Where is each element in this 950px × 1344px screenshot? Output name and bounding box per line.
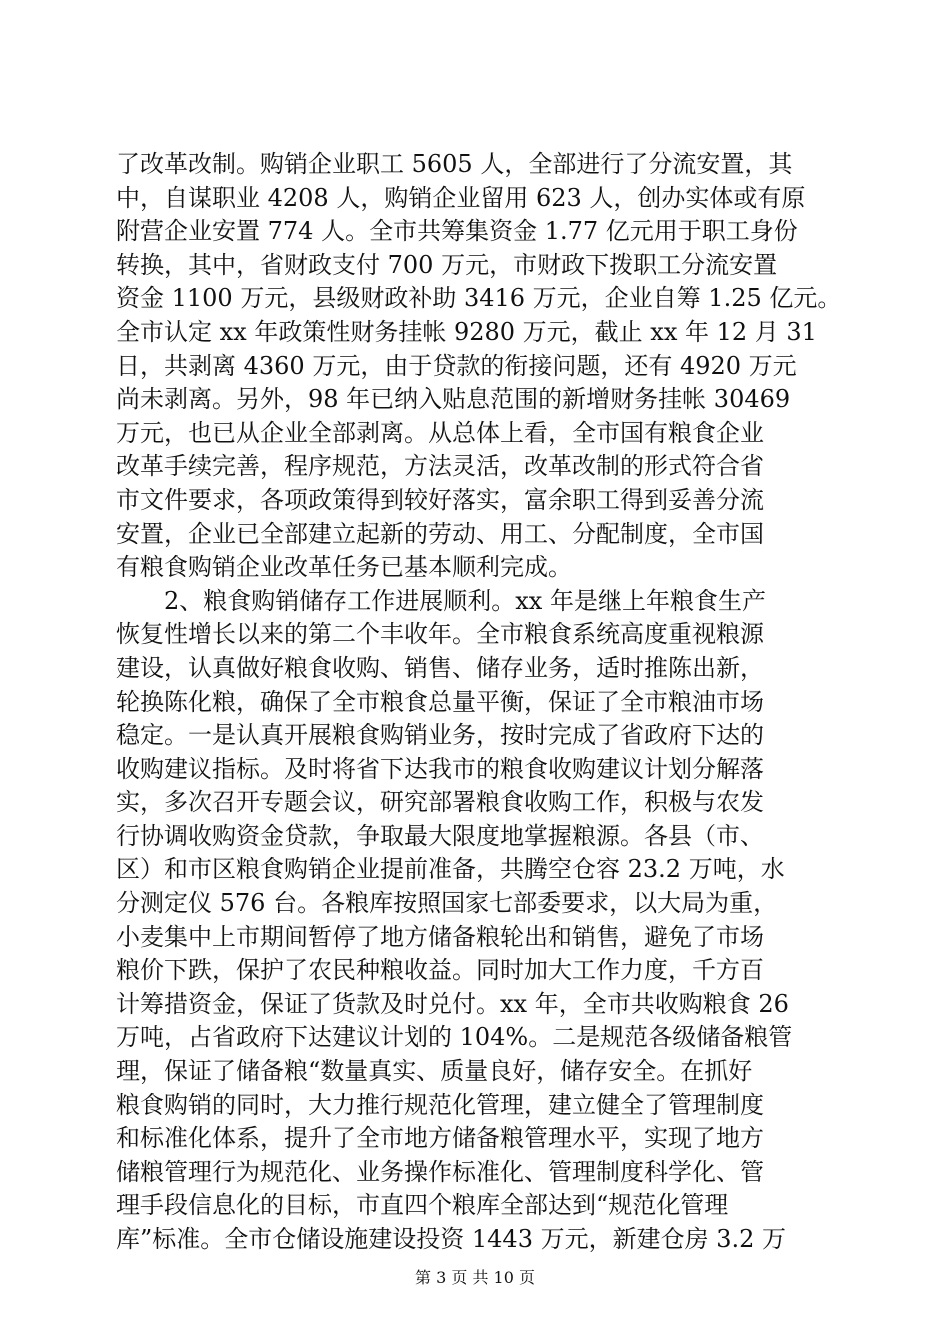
text-line: 中，自谋职业 4208 人，购销企业留用 623 人，创办实体或有原 bbox=[116, 183, 806, 212]
text-line: 粮食购销的同时，大力推行规范化管理，建立健全了管理制度 bbox=[116, 1090, 764, 1119]
text-line: 改革手续完善，程序规范，方法灵活，改革改制的形式符合省 bbox=[116, 452, 764, 481]
text-line: 安置，企业已全部建立起新的劳动、用工、分配制度，全市国 bbox=[116, 519, 764, 548]
text-line: 转换，其中，省财政支付 700 万元，市财政下拨职工分流安置 bbox=[116, 250, 778, 279]
text-line: 储粮管理行为规范化、业务操作标准化、管理制度科学化、管 bbox=[116, 1157, 764, 1186]
text-line: 区）和市区粮食购销企业提前准备，共腾空仓容 23.2 万吨，水 bbox=[116, 855, 785, 884]
page-footer: 第 3 页 共 10 页 bbox=[415, 1268, 535, 1287]
text-line: 库”标准。全市仓储设施建设投资 1443 万元，新建仓房 3.2 万 bbox=[116, 1225, 787, 1253]
text-line: 计筹措资金，保证了货款及时兑付。xx 年，全市共收购粮食 26 bbox=[116, 989, 789, 1018]
text-line: 建设，认真做好粮食收购、销售、储存业务，适时推陈出新， bbox=[116, 653, 764, 682]
text-line: 2、粮食购销储存工作进展顺利。xx 年是继上年粮食生产 bbox=[116, 586, 766, 615]
text-line: 粮价下跌，保护了农民种粮收益。同时加大工作力度，千方百 bbox=[116, 956, 764, 985]
text-line: 资金 1100 万元，县级财政补助 3416 万元，企业自筹 1.25 亿元。 bbox=[116, 284, 842, 313]
text-line: 万吨，占省政府下达建议计划的 104%。二是规范各级储备粮管 bbox=[116, 1023, 793, 1052]
text-line: 轮换陈化粮，确保了全市粮食总量平衡，保证了全市粮油市场 bbox=[116, 687, 764, 716]
text-line: 和标准化体系，提升了全市地方储备粮管理水平，实现了地方 bbox=[116, 1124, 764, 1153]
text-line: 附营企业安置 774 人。全市共筹集资金 1.77 亿元用于职工身份 bbox=[116, 217, 798, 246]
text-line: 行协调收购资金贷款，争取最大限度地掌握粮源。各县（市、 bbox=[116, 821, 764, 850]
text-line: 理，保证了储备粮“数量真实、质量良好，储存安全。在抓好 bbox=[116, 1057, 753, 1086]
text-line: 了改革改制。购销企业职工 5605 人，全部进行了分流安置，其 bbox=[116, 150, 793, 178]
text-line: 尚未剥离。另外，98 年已纳入贴息范围的新增财务挂帐 30469 bbox=[116, 385, 791, 414]
text-line: 全市认定 xx 年政策性财务挂帐 9280 万元，截止 xx 年 12 月 31 bbox=[116, 317, 817, 346]
text-line: 小麦集中上市期间暂停了地方储备粮轮出和销售，避免了市场 bbox=[116, 922, 764, 951]
text-line: 理手段信息化的目标，市直四个粮库全部达到“规范化管理 bbox=[116, 1191, 729, 1220]
text-line: 实，多次召开专题会议，研究部署粮食收购工作，积极与农发 bbox=[116, 788, 764, 817]
text-line: 收购建议指标。及时将省下达我市的粮食收购建议计划分解落 bbox=[116, 754, 764, 783]
text-line: 恢复性增长以来的第二个丰收年。全市粮食系统高度重视粮源 bbox=[116, 620, 764, 649]
text-line: 日，共剥离 4360 万元，由于贷款的衔接问题，还有 4920 万元 bbox=[116, 351, 797, 380]
text-line: 万元，也已从企业全部剥离。从总体上看，全市国有粮食企业 bbox=[116, 418, 764, 447]
text-line: 市文件要求，各项政策得到较好落实，富余职工得到妥善分流 bbox=[116, 485, 764, 514]
body-text bbox=[116, 148, 856, 1257]
text-line: 稳定。一是认真开展粮食购销业务，按时完成了省政府下达的 bbox=[116, 721, 764, 750]
text-line: 有粮食购销企业改革任务已基本顺利完成。 bbox=[116, 553, 572, 582]
text-line: 分测定仪 576 台。各粮库按照国家七部委要求，以大局为重， bbox=[116, 889, 778, 918]
